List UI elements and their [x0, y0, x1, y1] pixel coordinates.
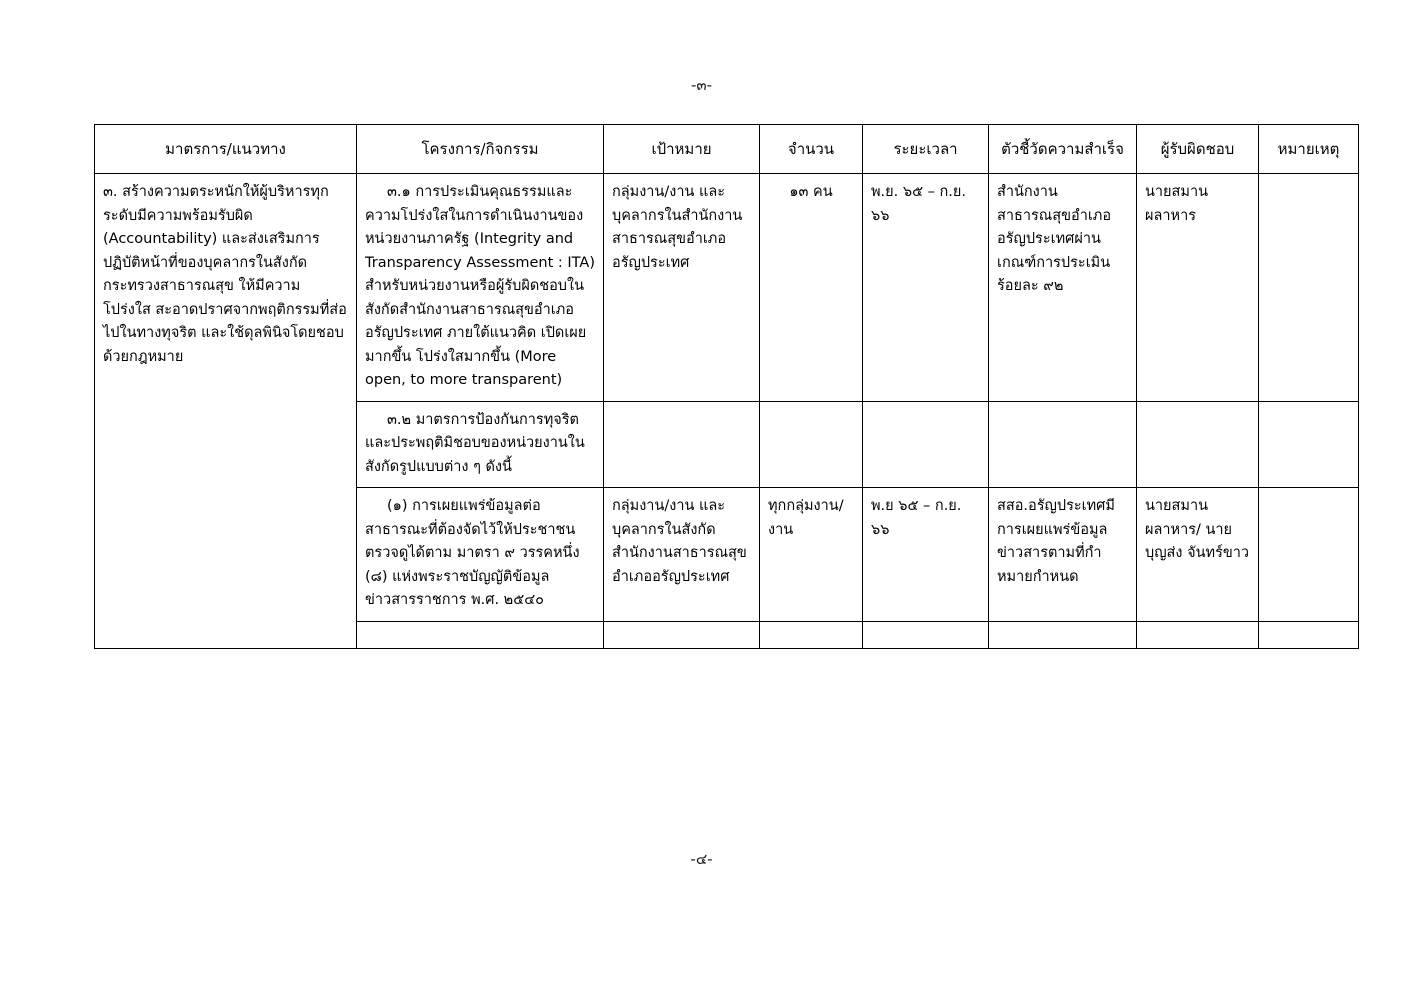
column-header-project: โครงการ/กิจกรรม	[357, 125, 604, 174]
column-header-target: เป้าหมาย	[604, 125, 760, 174]
cell-responsible: นายสมาน ผลาหาร/ นายบุญส่ง จันทร์ขาว	[1137, 488, 1259, 621]
cell-indicator	[989, 621, 1137, 648]
cell-project: (๑) การเผยแพร่ข้อมูลต่อสาธารณะที่ต้องจัดไว้ให้ประชาชนตรวจดูได้ตาม มาตรา ๙ วรรคหนึ่ง (๘) แห่งพระราชบัญญัติข้อมูลข่าวสารราชการ พ.ศ. ๒๕๔๐	[357, 488, 604, 621]
column-header-responsible: ผู้รับผิดชอบ	[1137, 125, 1259, 174]
cell-measure: ๓. สร้างความตระหนักให้ผู้บริหารทุกระดับมีความพร้อมรับผิด (Accountability) และส่งเสริมการปฏิบัติหน้าที่ของบุคลากรในสังกัดกระทรวงสาธารณสุข ให้มีความโปร่งใส สะอาดปราศจากพฤติกรรมที่ส่อไปในทางทุจริต และใช้ดุลพินิจโดยชอบด้วยกฎหมาย	[95, 174, 357, 648]
cell-duration	[863, 401, 989, 487]
cell-target	[604, 401, 760, 487]
cell-amount: ๑๓ คน	[760, 174, 863, 401]
cell-target: กลุ่มงาน/งาน และบุคลากรในสังกัดสำนักงานสาธารณสุขอำเภออรัญประเทศ	[604, 488, 760, 621]
cell-amount	[760, 401, 863, 487]
action-plan-table	[94, 124, 1359, 649]
column-header-indicator: ตัวชี้วัดความสำเร็จ	[989, 125, 1137, 174]
cell-duration	[863, 621, 989, 648]
cell-project	[357, 621, 604, 648]
cell-remark	[1259, 621, 1359, 648]
top-page-number: -๓-	[690, 76, 713, 94]
cell-target	[604, 621, 760, 648]
cell-amount	[760, 621, 863, 648]
cell-remark	[1259, 401, 1359, 487]
action-plan-table-container	[94, 124, 1358, 649]
column-header-measure: มาตรการ/แนวทาง	[95, 125, 357, 174]
cell-duration: พ.ย ๖๕ – ก.ย. ๖๖	[863, 488, 989, 621]
column-header-amount: จำนวน	[760, 125, 863, 174]
cell-duration: พ.ย. ๖๕ – ก.ย. ๖๖	[863, 174, 989, 401]
cell-project: ๓.๒ มาตรการป้องกันการทุจริต และประพฤติมิชอบของหน่วยงานในสังกัดรูปแบบต่าง ๆ ดังนี้	[357, 401, 604, 487]
table-header-row	[95, 125, 1359, 174]
cell-remark	[1259, 488, 1359, 621]
column-header-duration: ระยะเวลา	[863, 125, 989, 174]
cell-indicator: สสอ.อรัญประเทศมีการเผยแพร่ข้อมูลข่าวสารตามที่กำหมายกำหนด	[989, 488, 1137, 621]
bottom-page-number: -๔-	[690, 850, 713, 868]
cell-indicator: สำนักงานสาธารณสุขอำเภออรัญประเทศผ่านเกณฑ์การประเมิน ร้อยละ ๙๒	[989, 174, 1137, 401]
column-header-remark: หมายเหตุ	[1259, 125, 1359, 174]
cell-responsible	[1137, 401, 1259, 487]
cell-indicator	[989, 401, 1137, 487]
cell-responsible: นายสมาน ผลาหาร	[1137, 174, 1259, 401]
cell-remark	[1259, 174, 1359, 401]
cell-target: กลุ่มงาน/งาน และบุคลากรในสำนักงานสาธารณสุขอำเภออรัญประเทศ	[604, 174, 760, 401]
cell-amount: ทุกกลุ่มงาน/งาน	[760, 488, 863, 621]
cell-project: ๓.๑ การประเมินคุณธรรมและความโปร่งใสในการดำเนินงานของหน่วยงานภาครัฐ (Integrity and Transparency Assessment : ITA) สำหรับหน่วยงานหรือผู้รับผิดชอบในสังกัดสำนักงานสาธารณสุขอำเภออรัญประเทศ ภายใต้แนวคิด เปิดเผยมากขึ้น โปร่งใสมากขึ้น (More open, to more transparent)	[357, 174, 604, 401]
cell-responsible	[1137, 621, 1259, 648]
table-row	[95, 174, 1359, 401]
